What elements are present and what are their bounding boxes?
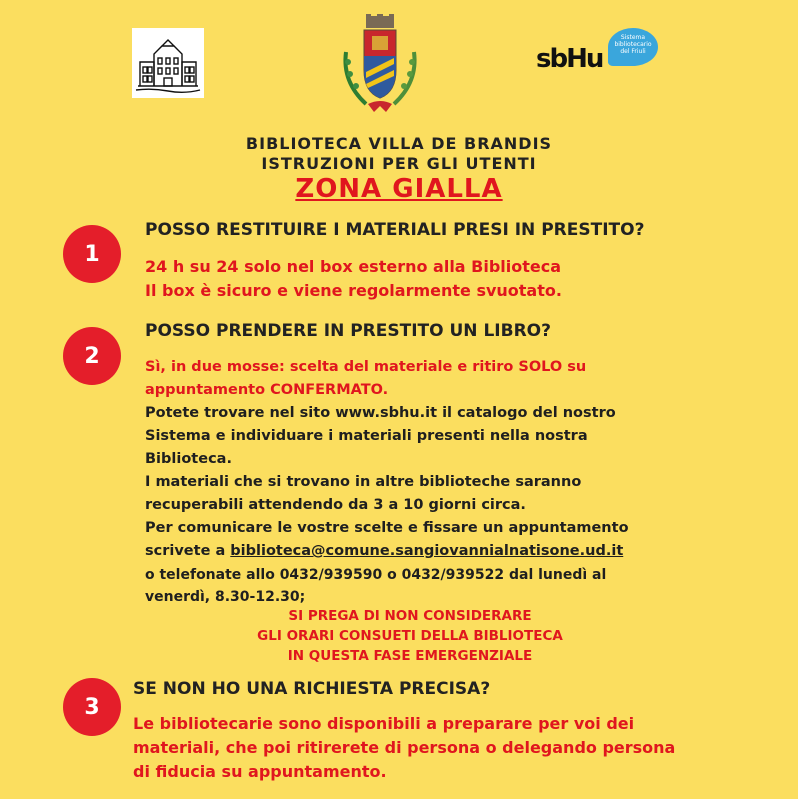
- notice-line: GLI ORARI CONSUETI DELLA BIBLIOTECA: [257, 628, 563, 644]
- answer-line: Il box è sicuro e viene regolarmente svuotato.: [145, 281, 562, 300]
- answer-line: recuperabili attendendo da 3 a 10 giorni circa.: [145, 497, 526, 513]
- email-prefix: scrivete a: [145, 543, 231, 559]
- phone-line: venerdì, 8.30-12.30;: [145, 589, 306, 605]
- phone-line: o telefonate allo 0432/939590 o 0432/939522 dal lunedì al: [145, 567, 607, 583]
- villa-de-brandis-logo: [132, 28, 204, 98]
- answer-line: di fiducia su appuntamento.: [133, 762, 387, 781]
- comune-crest-logo: [336, 12, 424, 116]
- email-line: [145, 540, 629, 563]
- answer-line: I materiali che si trovano in altre biblioteche saranno: [145, 474, 582, 490]
- sbhu-bubble-line: del Friuli: [620, 48, 646, 55]
- sbhu-bubble: [608, 28, 658, 66]
- answer-line: Potete trovare nel sito www.sbhu.it il catalogo del nostro: [145, 405, 616, 421]
- emergency-notice: [145, 606, 675, 666]
- section-number-badge: 1: [63, 225, 121, 283]
- answer-line: Sistema e individuare i materiali presenti nella nostra: [145, 428, 588, 444]
- answer-line: materiali, che poi ritirerete di persona o delegando persona: [133, 738, 676, 757]
- section-question: SE NON HO UNA RICHIESTA PRECISA?: [133, 679, 491, 699]
- phone-info: [145, 564, 606, 608]
- email-link[interactable]: biblioteca@comune.sangiovannialnatisone.ud.it: [230, 543, 624, 559]
- header-title: BIBLIOTECA VILLA DE BRANDIS: [245, 134, 553, 153]
- sbhu-bubble-line: Sistema: [620, 34, 646, 41]
- section-number-badge: 2: [63, 327, 121, 385]
- sbhu-wordmark: sbHu: [536, 44, 603, 74]
- section-question: POSSO RESTITUIRE I MATERIALI PRESI IN PRESTITO?: [145, 220, 645, 240]
- section-answer: [145, 255, 562, 303]
- answer-line: Biblioteca.: [145, 451, 232, 467]
- answer-line: 24 h su 24 solo nel box esterno alla Biblioteca: [145, 257, 562, 276]
- section-answer: [133, 712, 675, 784]
- section-answer: [145, 402, 629, 563]
- section-number-badge: 3: [63, 678, 121, 736]
- answer-line: Le bibliotecarie sono disponibili a preparare per voi dei: [133, 714, 635, 733]
- answer-line: appuntamento CONFERMATO.: [145, 382, 389, 398]
- answer-line: Sì, in due mosse: scelta del materiale e ritiro SOLO su: [145, 359, 587, 375]
- notice-line: IN QUESTA FASE EMERGENZIALE: [287, 648, 533, 664]
- header-subtitle: ISTRUZIONI PER GLI UTENTI: [261, 154, 537, 173]
- section-answer-highlight: [145, 356, 586, 402]
- notice-line: SI PREGA DI NON CONSIDERARE: [288, 608, 532, 624]
- section-question: POSSO PRENDERE IN PRESTITO UN LIBRO?: [145, 321, 551, 341]
- page-header: [0, 134, 798, 204]
- zone-title: ZONA GIALLA: [295, 174, 503, 204]
- sbhu-bubble-line: bibliotecario: [614, 41, 652, 48]
- answer-line: Per comunicare le vostre scelte e fissare un appuntamento: [145, 520, 629, 536]
- sbhu-logo: [536, 28, 660, 78]
